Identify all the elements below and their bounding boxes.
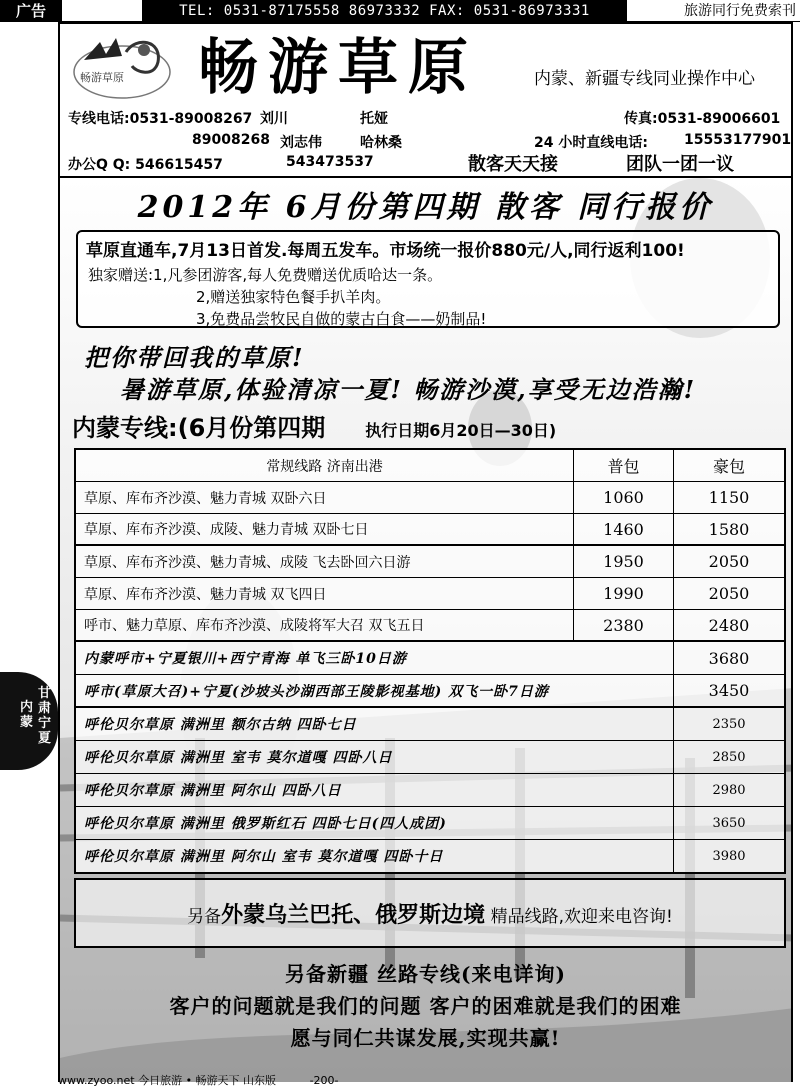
route-price-table (74, 448, 786, 874)
logo-text: 畅游草原 (80, 71, 124, 84)
side-tab-region-b: 内蒙 (20, 700, 34, 730)
table-row (76, 807, 784, 840)
luxury-price: 2480 (708, 615, 750, 635)
brand-subtitle: 内蒙、新疆专线同业操作中心 (534, 69, 755, 89)
table-header (76, 450, 784, 482)
table-row (76, 642, 784, 675)
hotline-number: 专线电话:0531-89008267 (68, 111, 253, 127)
route-name: 草原、库布齐沙漠、魅力青城 双卧六日 (76, 482, 574, 513)
standard-price: 2380 (574, 610, 674, 640)
footer (58, 1072, 793, 1088)
table-row (76, 578, 784, 610)
table-row (76, 675, 784, 708)
page-number: -200- (309, 1074, 339, 1087)
top-bar (0, 0, 800, 22)
hotline-contact-2: 托娅 (360, 111, 388, 127)
tagline-individual: 散客天天接 (468, 154, 558, 175)
route-name: 呼伦贝尔草原 满洲里 俄罗斯红石 四卧七日(四人成团) (76, 807, 674, 839)
tagline-group: 团队一团一议 (626, 154, 734, 175)
package-price: 2350 (712, 716, 746, 732)
package-price: 3650 (712, 815, 746, 831)
direct-line-label: 24 小时直线电话: (534, 135, 648, 151)
route-name: 呼伦贝尔草原 满洲里 额尔古纳 四卧七日 (76, 708, 674, 740)
contact-bar: TEL: 0531-87175558 86973332 FAX: 0531-86973331 (142, 0, 627, 22)
route-name: 草原、库布齐沙漠、成陵、魅力青城 双卧七日 (76, 514, 574, 544)
closing-line-3: 愿与同仁共谋发展,实现共赢! (290, 1026, 561, 1050)
route-name: 呼市、魅力草原、库布齐沙漠、成陵将军大召 双飞五日 (76, 610, 574, 640)
edition-title: 2012年 6月份第四期 散客 同行报价 (137, 190, 714, 225)
direct-line-number: 15553177901 (684, 132, 792, 148)
footer-site: www.zyoo.net 今日旅游 • 畅游天下 山东版 (58, 1074, 277, 1087)
route-name: 内蒙呼市+宁夏银川+西宁青海 单飞三卧10日游 (76, 642, 674, 674)
luxury-price: 1580 (708, 519, 750, 539)
fax-number: 传真:0531-89006601 (624, 111, 781, 127)
free-index-label: 旅游同行免费索刊 (684, 3, 796, 19)
other-routes-line (76, 898, 784, 929)
other-highlight: 外蒙乌兰巴托、俄罗斯边境 (221, 903, 486, 928)
header-route: 常规线路 济南出港 (76, 450, 574, 481)
route-name: 草原、库布齐沙漠、魅力青城、成陵 飞去卧回六日游 (76, 546, 574, 577)
luxury-price: 1150 (708, 488, 750, 507)
brand-title: 畅游草原 (198, 33, 478, 103)
offer-box (76, 230, 780, 328)
header (58, 22, 793, 178)
section-dates: 执行日期6月20日—30日) (365, 421, 557, 440)
table-row (76, 482, 784, 514)
table-row (76, 546, 784, 578)
route-name: 呼伦贝尔草原 满洲里 室韦 莫尔道嘎 四卧八日 (76, 741, 674, 773)
closing-line-2: 客户的问题就是我们的问题 客户的困难就是我们的困难 (169, 994, 682, 1018)
package-price: 2980 (712, 782, 746, 798)
slogan-2: 暑游草原,体验清凉一夏! 畅游沙漠,享受无边浩瀚! (120, 375, 697, 404)
other-routes-box (74, 878, 786, 948)
standard-price: 1460 (574, 514, 674, 544)
header-standard: 普包 (574, 450, 674, 481)
offer-headline: 草原直通车,7月13日首发.每周五发车。市场统一报价880元/人,同行返利100! (86, 241, 685, 261)
other-suffix: 精品线路,欢迎来电咨询! (485, 907, 673, 927)
gift-item-2: 2,赠送独家特色餐手扒羊肉。 (196, 288, 391, 306)
table-row (76, 741, 784, 774)
package-price: 3450 (708, 681, 750, 700)
slogan-1: 把你带回我的草原! (84, 343, 305, 372)
ad-badge: 广告 (0, 0, 62, 22)
hotline-contact-4: 哈林桑 (360, 135, 402, 151)
hotline-contact-3: 刘志伟 (280, 135, 322, 151)
route-name: 呼伦贝尔草原 满洲里 阿尔山 四卧八日 (76, 774, 674, 806)
hotline-contact-1: 刘川 (260, 111, 288, 127)
table-row (76, 774, 784, 807)
standard-price: 1060 (574, 482, 674, 513)
route-name: 呼市(草原大召)+宁夏(沙坡头沙湖西部王陵影视基地) 双飞一卧7日游 (76, 675, 674, 706)
office-qq-2: 543473537 (286, 154, 374, 170)
section-title (72, 408, 556, 443)
section-title-text: 内蒙专线:(6月份第四期 (72, 414, 326, 442)
route-name: 草原、库布齐沙漠、魅力青城 双飞四日 (76, 578, 574, 609)
package-price: 3980 (712, 848, 746, 864)
office-qq: 办公Q Q: 546615457 (68, 157, 223, 173)
table-row (76, 514, 784, 546)
package-price: 2850 (712, 749, 746, 765)
closing-line-1: 另备新疆 丝路专线(来电详询) (285, 962, 566, 986)
standard-price: 1990 (574, 578, 674, 609)
other-prefix: 另备 (187, 907, 222, 927)
header-luxury: 豪包 (712, 457, 745, 476)
main-banner (58, 178, 793, 1082)
table-row (76, 708, 784, 741)
standard-price: 1950 (574, 546, 674, 577)
gift-item-3: 3,免费品尝牧民自做的蒙古白食——奶制品! (196, 310, 487, 328)
route-name: 呼伦贝尔草原 满洲里 阿尔山 室韦 莫尔道嘎 四卧十日 (76, 840, 674, 872)
side-tab (0, 672, 58, 770)
table-row (76, 840, 784, 872)
side-tab-region-a: 甘肃宁夏 (38, 686, 52, 746)
table-row (76, 610, 784, 642)
package-price: 3680 (708, 648, 750, 668)
luxury-price: 2050 (708, 584, 750, 603)
gift-item-1: 独家赠送:1,凡参团游客,每人免费赠送优质哈达一条。 (88, 266, 443, 284)
luxury-price: 2050 (708, 552, 750, 571)
hotline-number-2: 89008268 (192, 132, 270, 148)
